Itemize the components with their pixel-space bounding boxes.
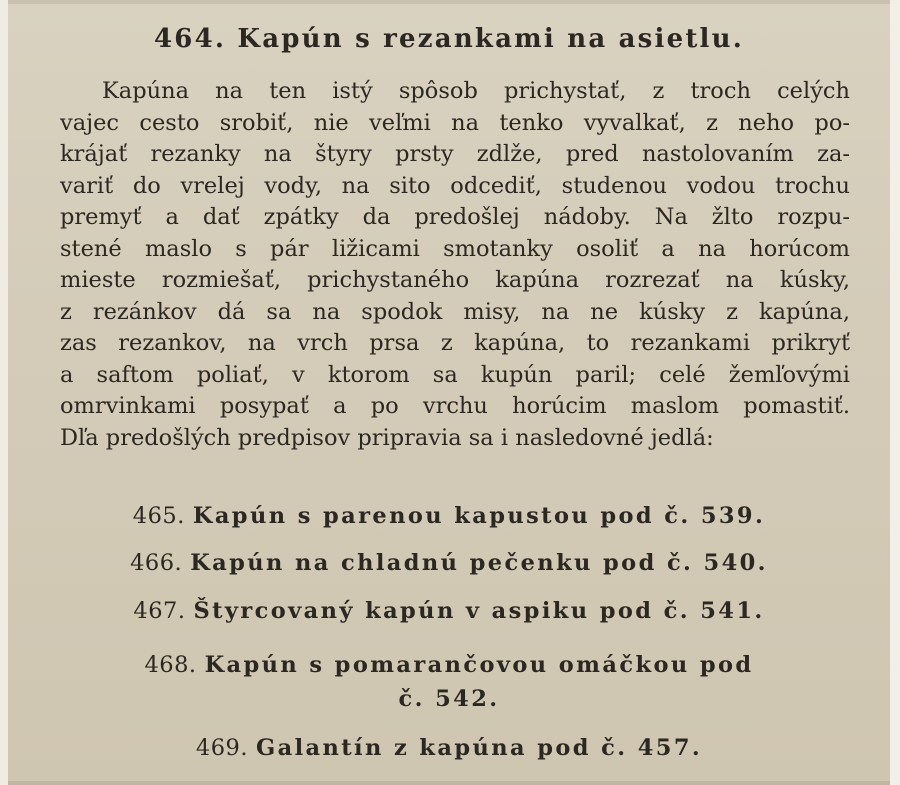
paragraph-line: zas rezankov, na vrch prsa z kapúna, to rezankami prikryť — [60, 330, 850, 356]
reference-number: 465. — [132, 503, 185, 529]
paragraph-line: stené maslo s pár ližicami smotanky osoliť a na horúcom — [60, 235, 850, 262]
paragraph-line: mieste rozmiešať, prichystaného kapúna rozrezať na kúsky, — [60, 267, 850, 293]
recipe-title: 464. Kapún s rezankami na asietlu. — [154, 24, 744, 54]
paragraph-line: Kapúna na ten istý spôsob prichystať, z troch celých — [102, 78, 850, 104]
paragraph-line: krájať rezanky na štyry prsty zdlže, pred nastolovaním za- — [60, 141, 850, 167]
reference-number: 468. — [144, 652, 197, 678]
page-shadow-bottom — [8, 781, 890, 785]
paragraph-line: variť do vrelej vody, na sito odcediť, studenou vodou trochu — [60, 172, 850, 199]
page-shadow-top — [8, 0, 890, 4]
reference-continuation: č. 542. — [398, 686, 500, 712]
recipe-reference — [8, 648, 890, 716]
paragraph-line: premyť a dať zpátky da predošlej nádoby. Na žlto rozpu- — [60, 204, 850, 230]
reference-text: Kapún s pomarančovou omáčkou pod — [204, 652, 754, 678]
recipe-reference — [8, 550, 890, 576]
paragraph-line: a saftom poliať, v ktorom sa kupún paril; celé žemľovými — [60, 361, 850, 388]
reference-number: 467. — [133, 598, 186, 624]
paragraph-line: vajec cesto srobiť, nie veľmi na tenko vyvalkať, z neho po- — [60, 109, 850, 136]
recipe-reference — [8, 503, 890, 529]
paragraph-line: z rezánkov dá sa na spodok misy, na ne kúsky z kapúna, — [60, 298, 850, 325]
paragraph-line: Dľa predošlých predpisov pripravia sa i nasledovné jedlá: — [60, 424, 714, 451]
reference-number: 469. — [195, 735, 248, 761]
recipe-paragraph — [60, 76, 850, 454]
paragraph-line: omrvinkami posypať a po vrchu horúcim maslom pomastiť. — [60, 393, 850, 419]
reference-text: Kapún na chladnú pečenku pod č. 540. — [190, 550, 768, 576]
recipe-reference — [8, 735, 890, 761]
reference-text: Kapún s parenou kapustou pod č. 539. — [192, 503, 766, 529]
recipe-reference — [8, 598, 890, 624]
reference-number: 466. — [130, 550, 183, 576]
reference-text: Galantín z kapúna pod č. 457. — [255, 735, 703, 761]
reference-text: Štyrcovaný kapún v aspiku pod č. 541. — [193, 598, 765, 624]
